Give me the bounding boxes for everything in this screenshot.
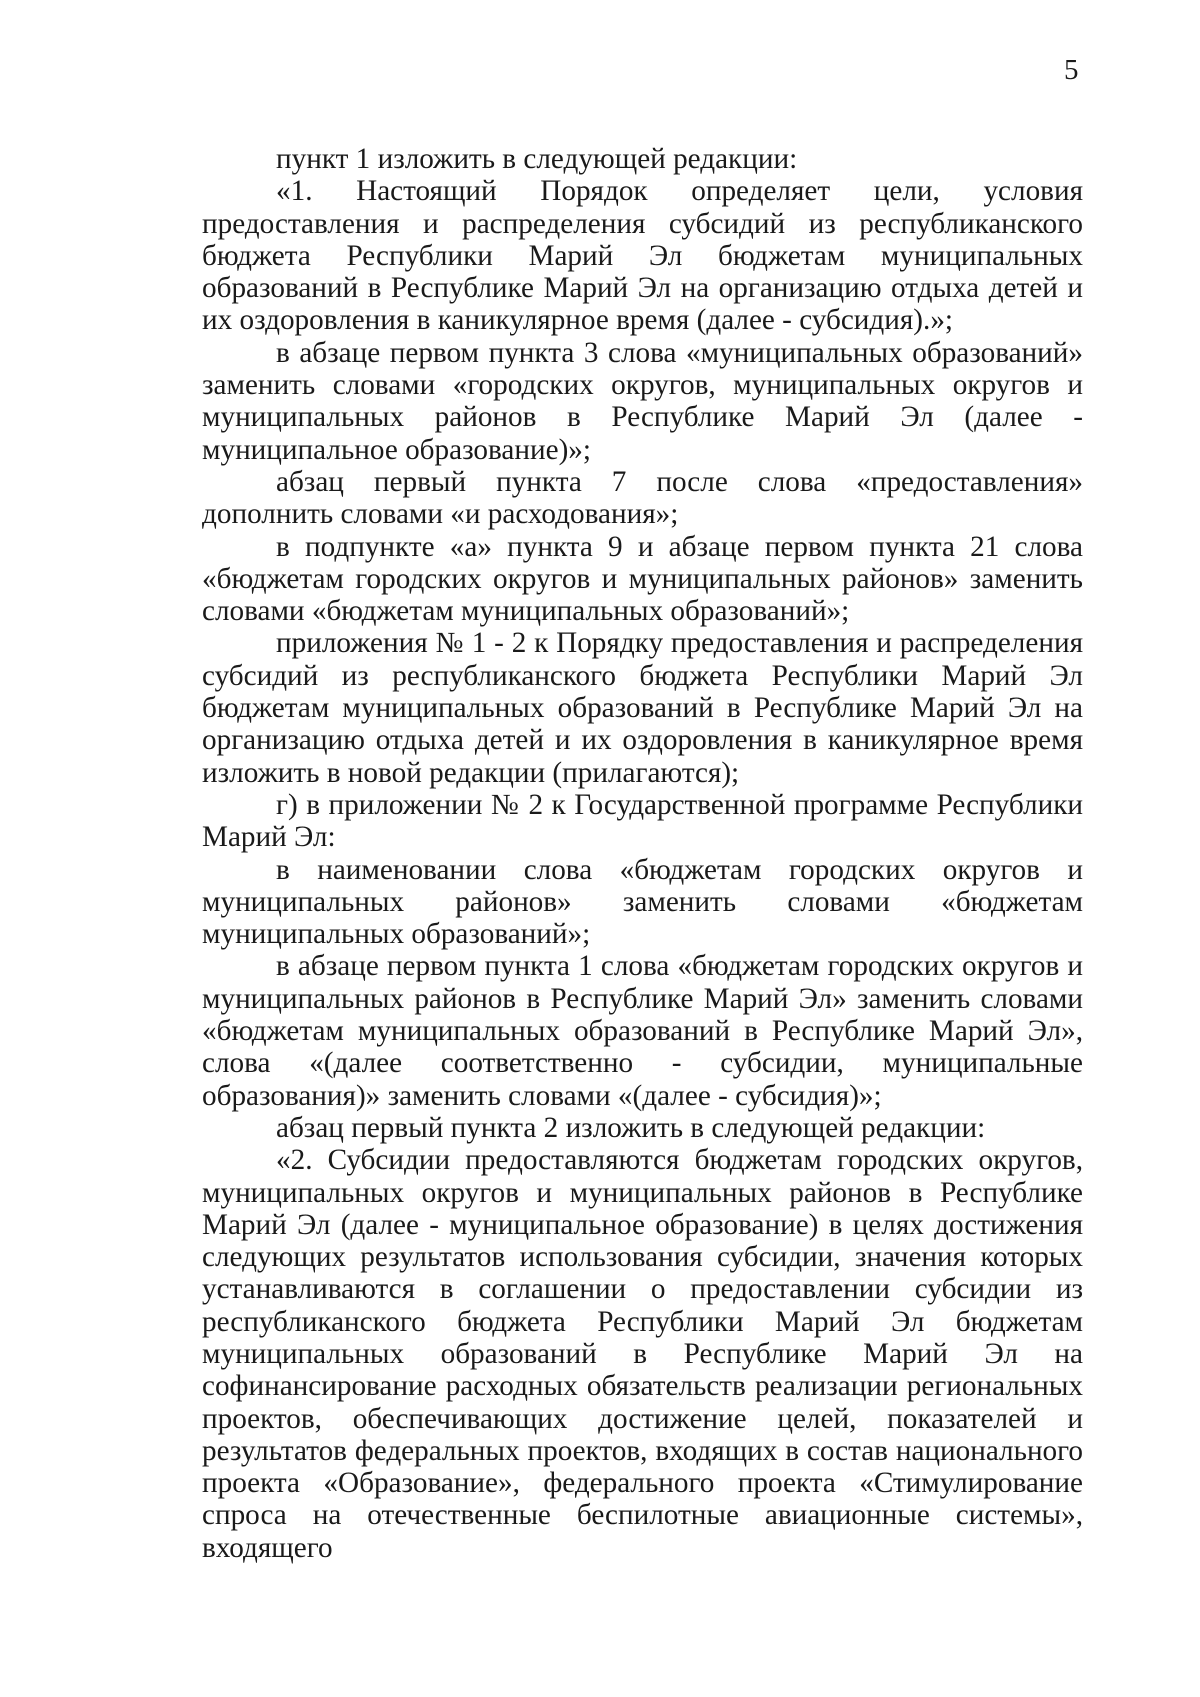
paragraph-10: абзац первый пункта 2 изложить в следующей редакции: xyxy=(276,1111,986,1144)
paragraph-11: «2. Субсидии предоставляются бюджетам городских округов, муниципальных округов и муниципальных районов в Республике Марий Эл (далее - муниципальное образование) в целях достижения следующих результатов использования субсидии, значения которых устанавливаются в соглашении о предоставлении субсидии из республиканского бюджета Республики Марий Эл бюджетам муниципальных образований в Республике Марий Эл на софинансирование расходных обязательств реализации региональных проектов, обеспечивающих достижение целей, показателей и результатов федеральных проектов, входящих в состав национального проекта «Образование», федерального проекта «Стимулирование спроса на отечественные беспилотные авиационные системы», входящего xyxy=(202,1144,1083,1564)
paragraph-5: в подпункте «а» пункта 9 и абзаце первом пункта 21 слова «бюджетам городских округов и муниципальных районов» заменить словами «бюджетам муниципальных образований»; xyxy=(202,530,1083,628)
page-number: 5 xyxy=(1064,54,1079,86)
paragraph-1: пункт 1 изложить в следующей редакции: xyxy=(276,143,798,175)
document-body xyxy=(202,143,1083,1564)
paragraph-7: г) в приложении № 2 к Государственной программе Республики Марий Эл: xyxy=(202,788,1083,854)
paragraph-3: в абзаце первом пункта 3 слова «муниципальных образований» заменить словами «городских округов, муниципальных округов и муниципальных районов в Республике Марий Эл (далее - муниципальное образование)»; xyxy=(202,336,1083,466)
paragraph-2: «1. Настоящий Порядок определяет цели, условия предоставления и распределения субсидий из республиканского бюджета Республики Марий Эл бюджетам муниципальных образований в Республике Марий Эл на организацию отдыха детей и их оздоровления в каникулярное время (далее - субсидия).»; xyxy=(202,175,1083,337)
paragraph-9: в абзаце первом пункта 1 слова «бюджетам городских округов и муниципальных районов в Республике Марий Эл» заменить словами «бюджетам муниципальных образований в Республике Марий Эл», слова «(далее соответственно - субсидии, муниципальные образования)» заменить словами «(далее - субсидия)»; xyxy=(202,950,1083,1112)
paragraph-4: абзац первый пункта 7 после слова «предоставления» дополнить словами «и расходования»; xyxy=(202,465,1083,531)
paragraph-8: в наименовании слова «бюджетам городских округов и муниципальных районов» заменить словами «бюджетам муниципальных образований»; xyxy=(202,853,1083,951)
paragraph-6: приложения № 1 - 2 к Порядку предоставления и распределения субсидий из республиканского бюджета Республики Марий Эл бюджетам муниципальных образований в Республике Марий Эл на организацию отдыха детей и их оздоровления в каникулярное время изложить в новой редакции (прилагаются); xyxy=(202,627,1083,789)
